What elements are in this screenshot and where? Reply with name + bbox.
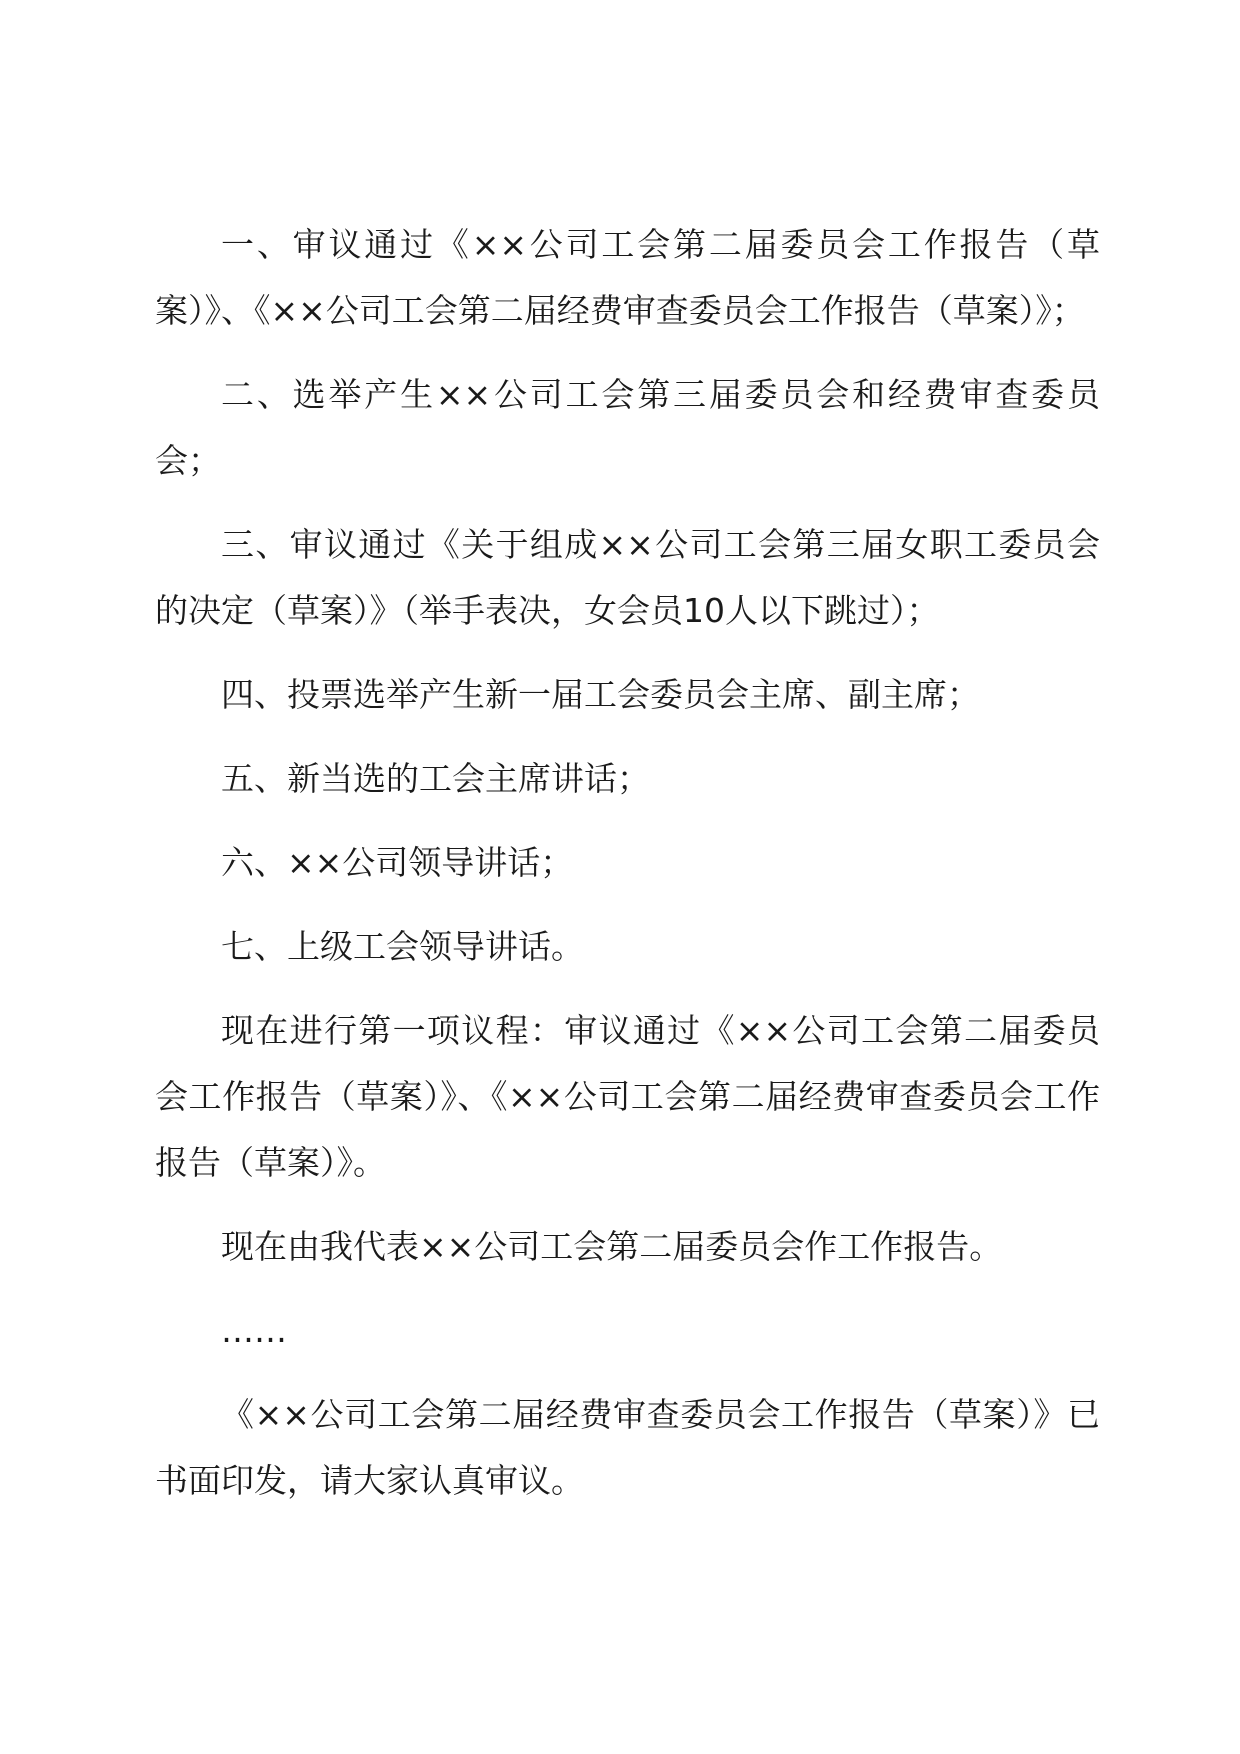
review-request: 《××公司工会第二届经费审查委员会工作报告（草案）》已书面印发，请大家认真审议。 — [155, 1395, 1100, 1500]
ellipsis-paragraph: …… — [221, 1311, 287, 1350]
agenda-item-4: 四、投票选举产生新一届工会委员会主席、副主席； — [221, 675, 980, 714]
agenda-item-3: 三、审议通过《关于组成××公司工会第三届女职工委员会的决定（草案）》（举手表决，女会员10人以下跳过）； — [155, 525, 1100, 630]
report-announcement: 现在由我代表××公司工会第二届委员会作工作报告。 — [221, 1227, 1003, 1266]
agenda-item-5: 五、新当选的工会主席讲话； — [221, 759, 650, 798]
agenda-item-2: 二、选举产生××公司工会第三届委员会和经费审查委员会； — [155, 375, 1100, 480]
agenda-item-7: 七、上级工会领导讲话。 — [221, 927, 584, 966]
agenda-item-1: 一、审议通过《××公司工会第二届委员会工作报告（草案）》、《××公司工会第二届经费审查委员会工作报告（草案）》； — [155, 225, 1100, 330]
agenda-item-6: 六、××公司领导讲话； — [221, 843, 574, 882]
document-body — [155, 212, 1100, 1514]
first-agenda-intro: 现在进行第一项议程：审议通过《××公司工会第二届委员会工作报告（草案）》、《××公司工会第二届经费审查委员会工作报告（草案）》。 — [155, 1011, 1100, 1182]
